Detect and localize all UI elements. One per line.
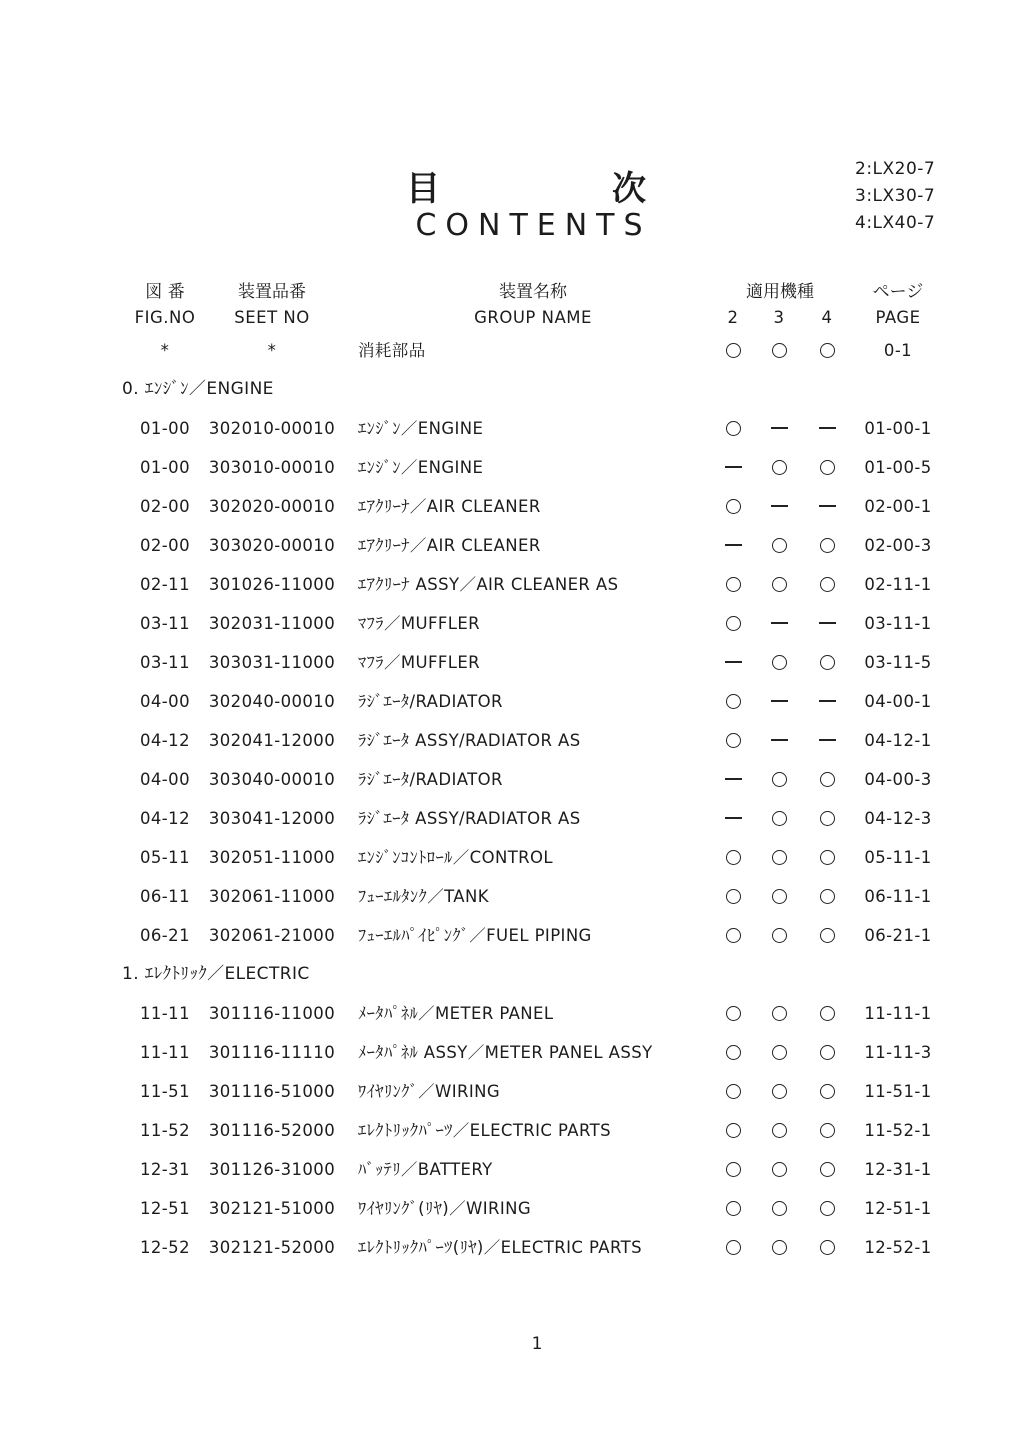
model-2-mark <box>715 1228 751 1267</box>
col-header-model-2: 2 <box>727 308 739 327</box>
group-name-cell: ｴｱｸﾘｰﾅ／AIR CLEANER <box>358 497 541 516</box>
applicable-circle-icon <box>772 577 787 592</box>
model-4-mark <box>809 1072 845 1111</box>
not-applicable-dash-icon <box>771 739 788 741</box>
model-3-mark <box>761 1033 797 1072</box>
section-label: 1. ｴﾚｸﾄﾘｯｸ／ELECTRIC <box>122 964 310 984</box>
group-name-cell: ﾒｰﾀﾊﾟﾈﾙ ASSY／METER PANEL ASSY <box>358 1043 653 1062</box>
table-row <box>0 331 1024 370</box>
table-row <box>0 1189 1024 1228</box>
applicable-circle-icon <box>726 616 741 631</box>
page-cell: 03-11-1 <box>864 614 932 633</box>
page-cell: 12-52-1 <box>864 1238 932 1257</box>
not-applicable-dash-icon <box>819 739 836 741</box>
page-cell: 05-11-1 <box>864 848 932 867</box>
not-applicable-dash-icon <box>819 427 836 429</box>
table-row <box>0 877 1024 916</box>
applicable-circle-icon <box>772 1084 787 1099</box>
applicable-circle-icon <box>726 889 741 904</box>
group-name-cell: ｴｱｸﾘｰﾅ ASSY／AIR CLEANER AS <box>358 575 619 594</box>
applicable-circle-icon <box>772 655 787 670</box>
model-4-mark <box>809 877 845 916</box>
applicable-circle-icon <box>726 1240 741 1255</box>
applicable-circle-icon <box>820 889 835 904</box>
model-3-mark <box>761 1228 797 1267</box>
model-3-mark <box>761 760 797 799</box>
applicable-circle-icon <box>772 460 787 475</box>
table-row <box>0 487 1024 526</box>
model-3-mark <box>761 916 797 955</box>
applicable-circle-icon <box>820 811 835 826</box>
fig-no-cell: 12-31 <box>140 1160 190 1179</box>
table-row <box>0 565 1024 604</box>
table-row <box>0 760 1024 799</box>
fig-no-cell: 12-51 <box>140 1199 190 1218</box>
model-2-mark <box>715 409 751 448</box>
model-2-mark <box>715 1189 751 1228</box>
title-jp-char-left: 目 <box>406 169 440 209</box>
fig-no-cell: 03-11 <box>140 614 190 633</box>
table-row <box>0 526 1024 565</box>
page-cell: 02-00-1 <box>864 497 932 516</box>
seet-no-cell: 302121-51000 <box>208 1199 336 1218</box>
page-cell: 11-11-1 <box>864 1004 932 1023</box>
model-4-mark <box>809 1033 845 1072</box>
model-3-mark <box>761 409 797 448</box>
model-4-mark <box>809 838 845 877</box>
col-header-seet-en: SEET NO <box>234 308 310 327</box>
model-2-mark <box>715 604 751 643</box>
title-jp-char-right: 次 <box>612 169 646 209</box>
fig-no-cell: 02-11 <box>140 575 190 594</box>
seet-no-cell: * <box>267 341 277 360</box>
table-row <box>0 682 1024 721</box>
model-4-mark <box>809 994 845 1033</box>
not-applicable-dash-icon <box>771 427 788 429</box>
model-4-mark <box>809 409 845 448</box>
page-cell: 04-12-1 <box>864 731 932 750</box>
applicable-circle-icon <box>772 850 787 865</box>
model-2-mark <box>715 565 751 604</box>
fig-no-cell: 06-11 <box>140 887 190 906</box>
model-2-mark <box>715 1072 751 1111</box>
table-row <box>0 916 1024 955</box>
col-header-model-4: 4 <box>821 308 833 327</box>
seet-no-cell: 302051-11000 <box>208 848 336 867</box>
applicable-circle-icon <box>726 1201 741 1216</box>
model-4-mark <box>809 1228 845 1267</box>
model-2-mark <box>715 448 751 487</box>
applicable-circle-icon <box>726 733 741 748</box>
col-header-applicable-jp: 適用機種 <box>746 282 814 302</box>
fig-no-cell: 02-00 <box>140 536 190 555</box>
fig-no-cell: 04-00 <box>140 692 190 711</box>
seet-no-cell: 302061-21000 <box>208 926 336 945</box>
not-applicable-dash-icon <box>725 544 742 546</box>
seet-no-cell: 302121-52000 <box>208 1238 336 1257</box>
seet-no-cell: 301116-11000 <box>208 1004 336 1023</box>
page-title-english: CONTENTS <box>415 208 652 243</box>
seet-no-cell: 303040-00010 <box>208 770 336 789</box>
model-3-mark <box>761 994 797 1033</box>
applicable-circle-icon <box>820 655 835 670</box>
applicable-circle-icon <box>772 1123 787 1138</box>
model-4-mark <box>809 682 845 721</box>
group-name-cell: ﾗｼﾞｴｰﾀ ASSY/RADIATOR AS <box>358 731 581 750</box>
page-cell: 01-00-1 <box>864 419 932 438</box>
group-name-cell: 消耗部品 <box>358 341 426 360</box>
applicable-circle-icon <box>772 1006 787 1021</box>
fig-no-cell: 06-21 <box>140 926 190 945</box>
col-header-page-en: PAGE <box>875 308 921 327</box>
group-name-cell: ｴﾝｼﾞﾝｺﾝﾄﾛｰﾙ／CONTROL <box>358 848 554 867</box>
model-2-mark <box>715 1150 751 1189</box>
table-row <box>0 721 1024 760</box>
model-2-mark <box>715 682 751 721</box>
group-name-cell: ﾏﾌﾗ／MUFFLER <box>358 653 481 672</box>
page-cell: 12-31-1 <box>864 1160 932 1179</box>
model-3-mark <box>761 331 797 370</box>
model-2-mark <box>715 487 751 526</box>
fig-no-cell: 11-51 <box>140 1082 190 1101</box>
group-name-cell: ﾌｭｰｴﾙﾊﾟｲﾋﾟﾝｸﾞ／FUEL PIPING <box>358 926 592 945</box>
table-row <box>0 643 1024 682</box>
fig-no-cell: 05-11 <box>140 848 190 867</box>
page-cell: 02-11-1 <box>864 575 932 594</box>
group-name-cell: ｴﾝｼﾞﾝ／ENGINE <box>358 419 484 438</box>
model-3-mark <box>761 1111 797 1150</box>
applicable-circle-icon <box>726 499 741 514</box>
table-row <box>0 1033 1024 1072</box>
model-4-mark <box>809 1189 845 1228</box>
seet-no-cell: 303041-12000 <box>208 809 336 828</box>
group-name-cell: ｴﾚｸﾄﾘｯｸﾊﾟｰﾂ(ﾘﾔ)／ELECTRIC PARTS <box>358 1238 642 1257</box>
applicable-circle-icon <box>772 1162 787 1177</box>
applicable-circle-icon <box>820 343 835 358</box>
fig-no-cell: 12-52 <box>140 1238 190 1257</box>
seet-no-cell: 303010-00010 <box>208 458 336 477</box>
model-3-mark <box>761 526 797 565</box>
table-row <box>0 409 1024 448</box>
model-3-mark <box>761 799 797 838</box>
group-name-cell: ﾊﾞｯﾃﾘ／BATTERY <box>358 1160 493 1179</box>
model-3-mark <box>761 838 797 877</box>
model-2-mark <box>715 1111 751 1150</box>
model-4-mark <box>809 526 845 565</box>
applicable-circle-icon <box>820 538 835 553</box>
fig-no-cell: 03-11 <box>140 653 190 672</box>
seet-no-cell: 302061-11000 <box>208 887 336 906</box>
group-name-cell: ﾗｼﾞｴｰﾀ/RADIATOR <box>358 770 503 789</box>
page-cell: 06-21-1 <box>864 926 932 945</box>
table-row <box>0 1150 1024 1189</box>
applicable-circle-icon <box>820 1123 835 1138</box>
model-2-mark <box>715 526 751 565</box>
seet-no-cell: 302041-12000 <box>208 731 336 750</box>
model-4-mark <box>809 760 845 799</box>
seet-no-cell: 302040-00010 <box>208 692 336 711</box>
not-applicable-dash-icon <box>819 622 836 624</box>
applicable-circle-icon <box>772 538 787 553</box>
table-row <box>0 448 1024 487</box>
model-4-mark <box>809 799 845 838</box>
fig-no-cell: 11-11 <box>140 1043 190 1062</box>
model-4-mark <box>809 721 845 760</box>
col-header-seet-jp: 装置品番 <box>238 282 306 302</box>
model-2-mark <box>715 721 751 760</box>
seet-no-cell: 302031-11000 <box>208 614 336 633</box>
page-cell: 06-11-1 <box>864 887 932 906</box>
model-3-mark <box>761 1150 797 1189</box>
table-row <box>0 1228 1024 1267</box>
applicable-circle-icon <box>820 850 835 865</box>
applicable-circle-icon <box>772 811 787 826</box>
model-2-mark <box>715 760 751 799</box>
seet-no-cell: 301126-31000 <box>208 1160 336 1179</box>
fig-no-cell: 04-00 <box>140 770 190 789</box>
applicable-circle-icon <box>726 343 741 358</box>
table-row <box>0 994 1024 1033</box>
fig-no-cell: 01-00 <box>140 458 190 477</box>
applicable-circle-icon <box>726 694 741 709</box>
model-legend <box>855 156 935 237</box>
model-3-mark <box>761 565 797 604</box>
seet-no-cell: 303020-00010 <box>208 536 336 555</box>
section-label: 0. ｴﾝｼﾞﾝ／ENGINE <box>122 379 274 399</box>
model-3-mark <box>761 604 797 643</box>
col-header-fig-jp: 図 番 <box>145 282 185 302</box>
col-header-model-3: 3 <box>773 308 785 327</box>
col-header-name-en: GROUP NAME <box>474 308 592 327</box>
applicable-circle-icon <box>772 1240 787 1255</box>
model-legend-item: 4:LX40-7 <box>855 213 936 233</box>
group-name-cell: ﾏﾌﾗ／MUFFLER <box>358 614 481 633</box>
applicable-circle-icon <box>772 1201 787 1216</box>
model-2-mark <box>715 838 751 877</box>
applicable-circle-icon <box>726 850 741 865</box>
model-3-mark <box>761 643 797 682</box>
page-title-japanese <box>406 161 646 210</box>
model-3-mark <box>761 1072 797 1111</box>
not-applicable-dash-icon <box>771 622 788 624</box>
model-3-mark <box>761 682 797 721</box>
group-name-cell: ﾒｰﾀﾊﾟﾈﾙ／METER PANEL <box>358 1004 554 1023</box>
fig-no-cell: 11-11 <box>140 1004 190 1023</box>
col-header-fig-en: FIG.NO <box>134 308 196 327</box>
applicable-circle-icon <box>726 577 741 592</box>
applicable-circle-icon <box>726 1006 741 1021</box>
seet-no-cell: 302010-00010 <box>208 419 336 438</box>
seet-no-cell: 301116-52000 <box>208 1121 336 1140</box>
model-4-mark <box>809 1150 845 1189</box>
model-2-mark <box>715 643 751 682</box>
applicable-circle-icon <box>820 577 835 592</box>
table-row <box>0 838 1024 877</box>
seet-no-cell: 301116-11110 <box>208 1043 336 1062</box>
page-cell: 04-00-3 <box>864 770 932 789</box>
page-cell: 04-12-3 <box>864 809 932 828</box>
model-2-mark <box>715 916 751 955</box>
not-applicable-dash-icon <box>771 505 788 507</box>
group-name-cell: ﾗｼﾞｴｰﾀ ASSY/RADIATOR AS <box>358 809 581 828</box>
applicable-circle-icon <box>820 1006 835 1021</box>
page-cell: 04-00-1 <box>864 692 932 711</box>
model-3-mark <box>761 721 797 760</box>
model-legend-item: 2:LX20-7 <box>855 159 936 179</box>
fig-no-cell: * <box>160 341 170 360</box>
seet-no-cell: 301026-11000 <box>208 575 336 594</box>
group-name-cell: ﾜｲﾔﾘﾝｸﾞ(ﾘﾔ)／WIRING <box>358 1199 532 1218</box>
not-applicable-dash-icon <box>819 700 836 702</box>
section-header <box>0 370 1024 409</box>
model-4-mark <box>809 331 845 370</box>
page-cell: 12-51-1 <box>864 1199 932 1218</box>
model-2-mark <box>715 994 751 1033</box>
seet-no-cell: 302020-00010 <box>208 497 336 516</box>
fig-no-cell: 04-12 <box>140 731 190 750</box>
group-name-cell: ﾌｭｰｴﾙﾀﾝｸ／TANK <box>358 887 489 906</box>
seet-no-cell: 301116-51000 <box>208 1082 336 1101</box>
applicable-circle-icon <box>820 928 835 943</box>
applicable-circle-icon <box>726 1162 741 1177</box>
applicable-circle-icon <box>726 1045 741 1060</box>
model-2-mark <box>715 331 751 370</box>
table-row <box>0 604 1024 643</box>
not-applicable-dash-icon <box>725 661 742 663</box>
applicable-circle-icon <box>726 421 741 436</box>
page-number: 1 <box>531 1334 543 1354</box>
applicable-circle-icon <box>772 889 787 904</box>
table-row <box>0 1072 1024 1111</box>
fig-no-cell: 01-00 <box>140 419 190 438</box>
model-3-mark <box>761 877 797 916</box>
page-cell: 11-51-1 <box>864 1082 932 1101</box>
page-cell: 11-11-3 <box>864 1043 932 1062</box>
col-header-name-jp: 装置名称 <box>499 282 567 302</box>
fig-no-cell: 02-00 <box>140 497 190 516</box>
model-2-mark <box>715 799 751 838</box>
applicable-circle-icon <box>820 1201 835 1216</box>
fig-no-cell: 04-12 <box>140 809 190 828</box>
applicable-circle-icon <box>820 1084 835 1099</box>
applicable-circle-icon <box>820 1045 835 1060</box>
applicable-circle-icon <box>726 1084 741 1099</box>
model-3-mark <box>761 487 797 526</box>
page-cell: 01-00-5 <box>864 458 932 477</box>
applicable-circle-icon <box>820 1162 835 1177</box>
fig-no-cell: 11-52 <box>140 1121 190 1140</box>
section-header <box>0 955 1024 994</box>
not-applicable-dash-icon <box>725 778 742 780</box>
model-4-mark <box>809 916 845 955</box>
page-cell: 0-1 <box>883 341 913 360</box>
model-4-mark <box>809 643 845 682</box>
applicable-circle-icon <box>772 772 787 787</box>
contents-table-rows <box>0 331 1024 1267</box>
page-cell: 11-52-1 <box>864 1121 932 1140</box>
not-applicable-dash-icon <box>725 466 742 468</box>
applicable-circle-icon <box>772 343 787 358</box>
model-4-mark <box>809 448 845 487</box>
page-cell: 02-00-3 <box>864 536 932 555</box>
group-name-cell: ﾜｲﾔﾘﾝｸﾞ／WIRING <box>358 1082 501 1101</box>
col-header-page-jp: ページ <box>872 282 924 302</box>
not-applicable-dash-icon <box>725 817 742 819</box>
group-name-cell: ｴﾝｼﾞﾝ／ENGINE <box>358 458 484 477</box>
page-cell: 03-11-5 <box>864 653 932 672</box>
group-name-cell: ｴﾚｸﾄﾘｯｸﾊﾟｰﾂ／ELECTRIC PARTS <box>358 1121 611 1140</box>
applicable-circle-icon <box>726 1123 741 1138</box>
applicable-circle-icon <box>726 928 741 943</box>
applicable-circle-icon <box>820 460 835 475</box>
not-applicable-dash-icon <box>819 505 836 507</box>
applicable-circle-icon <box>820 772 835 787</box>
model-legend-item: 3:LX30-7 <box>855 186 936 206</box>
model-4-mark <box>809 1111 845 1150</box>
table-row <box>0 799 1024 838</box>
applicable-circle-icon <box>772 1045 787 1060</box>
table-row <box>0 1111 1024 1150</box>
seet-no-cell: 303031-11000 <box>208 653 336 672</box>
model-3-mark <box>761 448 797 487</box>
model-4-mark <box>809 565 845 604</box>
model-2-mark <box>715 877 751 916</box>
model-4-mark <box>809 604 845 643</box>
group-name-cell: ﾗｼﾞｴｰﾀ/RADIATOR <box>358 692 503 711</box>
not-applicable-dash-icon <box>771 700 788 702</box>
model-3-mark <box>761 1189 797 1228</box>
applicable-circle-icon <box>772 928 787 943</box>
model-4-mark <box>809 487 845 526</box>
model-2-mark <box>715 1033 751 1072</box>
applicable-circle-icon <box>820 1240 835 1255</box>
group-name-cell: ｴｱｸﾘｰﾅ／AIR CLEANER <box>358 536 541 555</box>
